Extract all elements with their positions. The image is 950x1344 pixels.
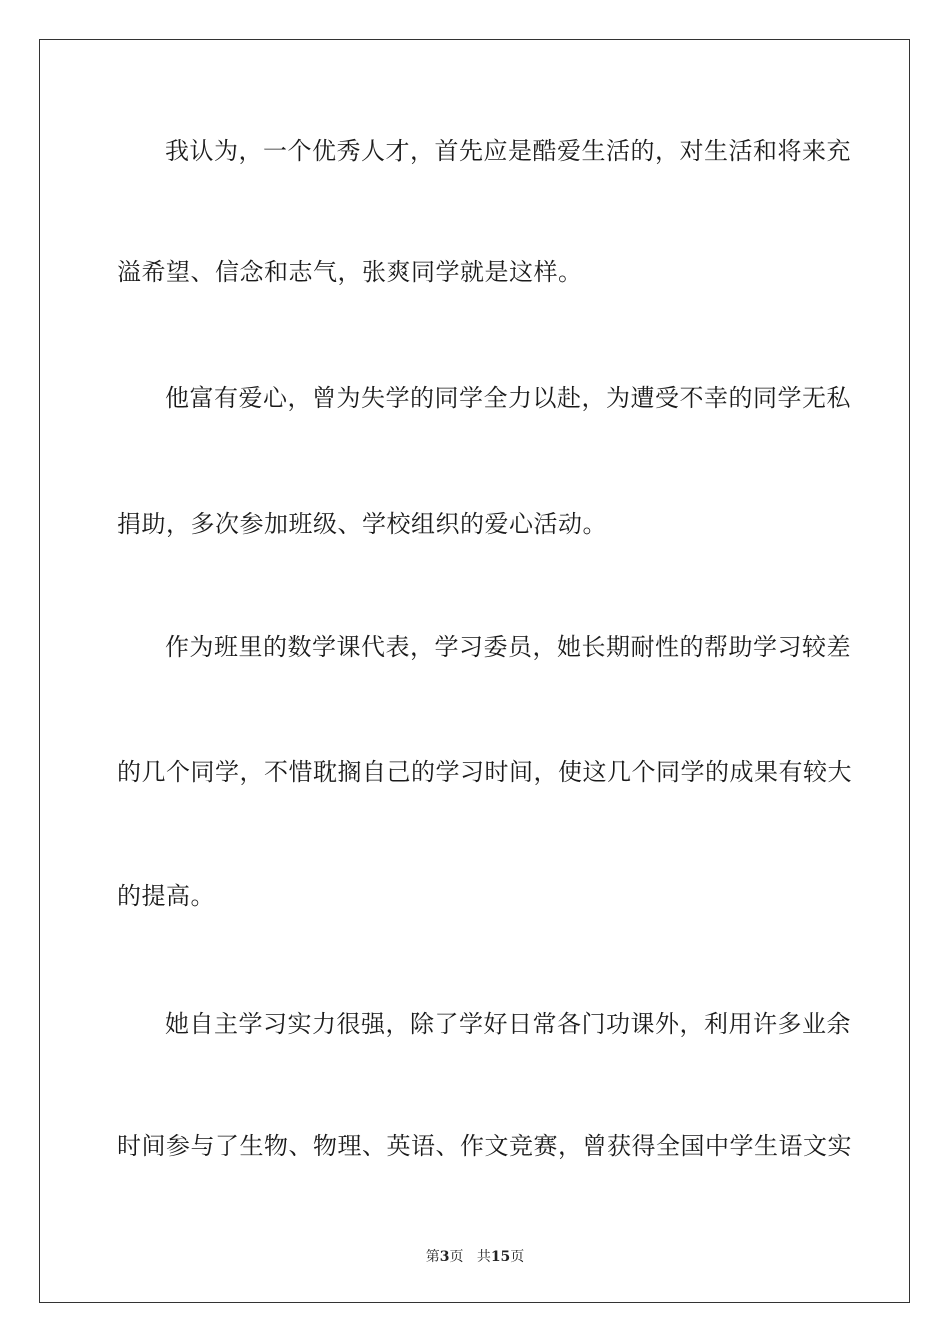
page-footer [0,1248,950,1266]
paragraph-4-line-2: 时间参与了生物、物理、英语、作文竞赛，曾获得全国中学生语文实 [117,1132,852,1160]
paragraph-2-line-2: 捐助，多次参加班级、学校组织的爱心活动。 [117,510,607,538]
paragraph-3-line-1: 作为班里的数学课代表，学习委员，她长期耐性的帮助学习较差 [165,633,851,661]
total-suffix: 页 [510,1249,525,1265]
page-number: 3 [439,1249,450,1265]
paragraph-4-line-1: 她自主学习实力很强，除了学好日常各门功课外，利用许多业余 [165,1010,851,1038]
total-pages: 15 [490,1249,511,1265]
paragraph-1-line-2: 溢希望、信念和志气，张爽同学就是这样。 [117,258,583,286]
total-prefix: 共 [476,1249,491,1265]
paragraph-2-line-1: 他富有爱心，曾为失学的同学全力以赴，为遭受不幸的同学无私 [165,384,851,412]
page-suffix: 页 [449,1249,464,1265]
paragraph-1-line-1: 我认为，一个优秀人才，首先应是酷爱生活的，对生活和将来充 [165,137,851,165]
page-frame [39,39,910,1303]
paragraph-3-line-3: 的提高。 [117,882,215,910]
paragraph-3-line-2: 的几个同学，不惜耽搁自己的学习时间，使这几个同学的成果有较大 [117,758,852,786]
page-prefix: 第 [425,1249,440,1265]
